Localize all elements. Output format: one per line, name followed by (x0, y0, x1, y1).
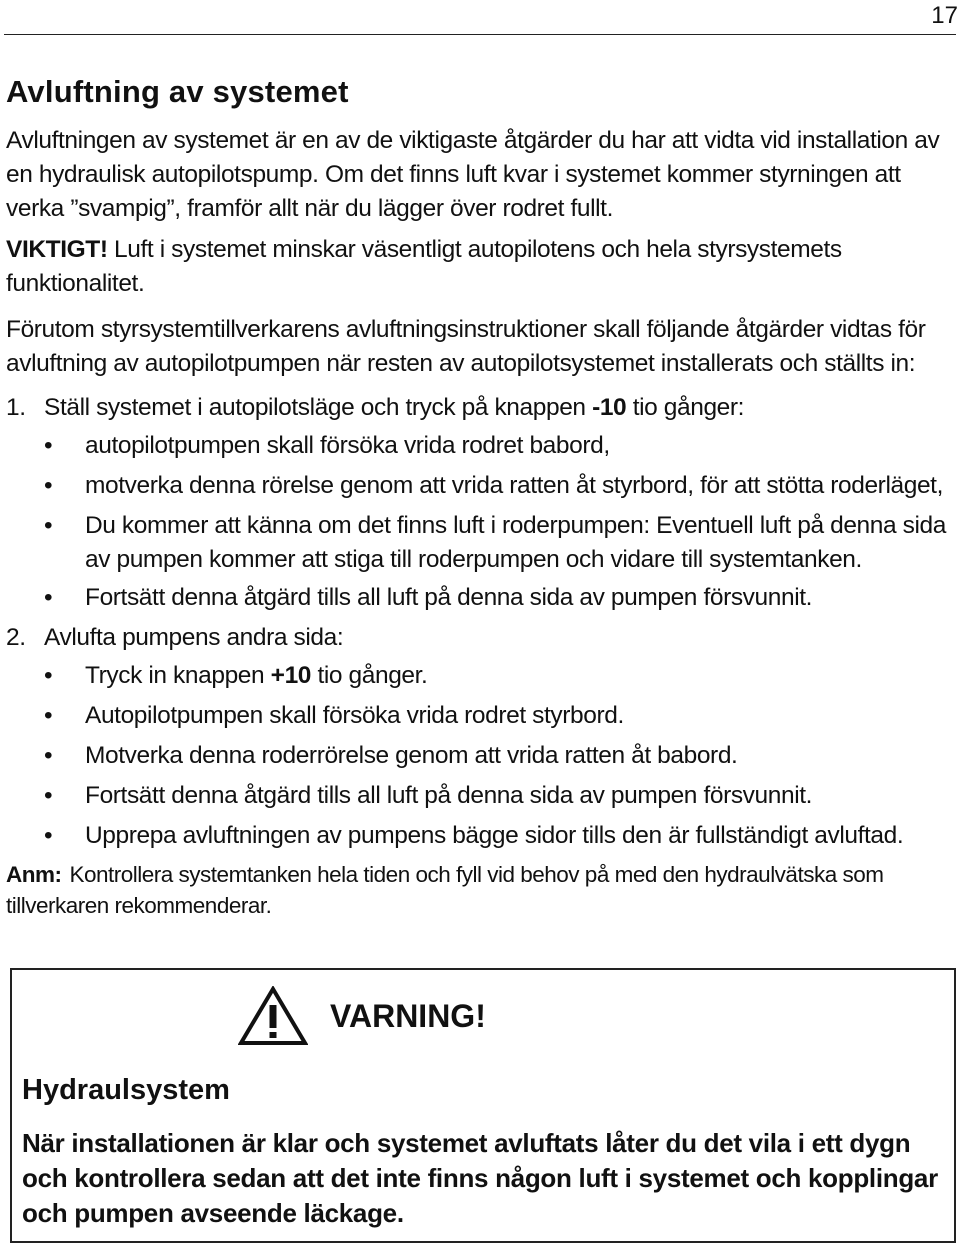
intro-paragraph: Avluftningen av systemet är en av de viktigaste åtgärder du har att vidta vid installation av en hydraulisk autopilotspump. Om det finns luft kvar i systemet kommer styrningen att verka ”svampig”, framför allt när du lägger över rodret fullt. (6, 127, 940, 222)
list-item (6, 739, 954, 773)
bullet-icon: • (44, 472, 53, 499)
list-item (6, 509, 954, 577)
list-item-text: Du kommer att känna om det finns luft i roderpumpen: Eventuell luft på denna sida av pumpen kommer att stiga till roderpumpen och vidare till systemtanken. (85, 512, 946, 573)
document-body (6, 74, 954, 921)
key-minus-10: -10 (592, 394, 627, 421)
step-text: Avlufta pumpens andra sida: (44, 624, 344, 651)
list-item-text-after: tio gånger. (311, 662, 428, 689)
list-item-text (85, 659, 427, 693)
list-item-text: Upprepa avluftningen av pumpens bägge sidor tills den är fullständigt avluftad. (85, 822, 904, 849)
step-2 (6, 621, 954, 655)
list-item (6, 819, 954, 853)
bullet-icon: • (44, 584, 53, 611)
list-item (6, 659, 954, 693)
step-text-before: Ställ systemet i autopilotsläge och tryck på knappen (44, 394, 593, 421)
warning-text: När installationen är klar och systemet avluftats låter du det vila i ett dygn och kontrollera sedan att det inte finns någon luft i systemet och kopplingar och pumpen avseende läckage. (22, 1128, 938, 1228)
step-1-bullets (6, 429, 954, 615)
bullet-icon: • (44, 512, 53, 539)
list-item (6, 581, 954, 615)
warning-title: VARNING! (330, 998, 486, 1034)
list-item-text-before: Tryck in knappen (85, 662, 271, 689)
list-item-text: autopilotpumpen skall försöka vrida rodret babord, (85, 432, 610, 459)
note-text: Kontrollera systemtanken hela tiden och fyll vid behov på med den hydraulvätska som tillverkaren rekommenderar. (6, 862, 884, 918)
step-text-after: tio gånger: (626, 394, 745, 421)
list-item-text: Autopilotpumpen skall försöka vrida rodret styrbord. (85, 702, 624, 729)
important-paragraph (6, 233, 954, 301)
procedure-intro: Förutom styrsystemtillverkarens avluftningsinstruktioner skall följande åtgärder vidtas för avluftning av autopilotpumpen när resten av autopilotsystemet installerats och ställts in: (6, 316, 926, 377)
warning-section: Hydraulsystem (22, 1074, 230, 1106)
list-item-text: Fortsätt denna åtgärd tills all luft på denna sida av pumpen försvunnit. (85, 584, 813, 611)
step-text (44, 391, 744, 425)
note-paragraph (6, 859, 954, 921)
step-1 (6, 391, 954, 425)
list-item (6, 699, 954, 733)
page-number: 17 (931, 2, 958, 29)
step-number: 2. (6, 624, 26, 651)
list-item (6, 429, 954, 463)
note-label: Anm: (6, 862, 62, 887)
list-item (6, 469, 954, 503)
important-text: Luft i systemet minskar väsentligt autopilotens och hela styrsystemets funktionalitet. (6, 236, 842, 297)
important-label: VIKTIGT! (6, 236, 108, 263)
bullet-icon: • (44, 742, 53, 769)
top-rule (4, 34, 956, 35)
list-item-text: Motverka denna roderrörelse genom att vrida ratten åt babord. (85, 742, 738, 769)
section-heading: Avluftning av systemet (6, 74, 349, 109)
key-plus-10: +10 (270, 662, 312, 689)
list-item-text: motverka denna rörelse genom att vrida ratten åt styrbord, för att stötta roderläget, (85, 472, 943, 499)
warning-triangle-icon (238, 986, 308, 1046)
bullet-icon: • (44, 432, 53, 459)
step-number: 1. (6, 394, 26, 421)
bullet-icon: • (44, 662, 53, 689)
warning-box (10, 968, 956, 1243)
step-2-bullets (6, 659, 954, 853)
list-item-text: Fortsätt denna åtgärd tills all luft på denna sida av pumpen försvunnit. (85, 782, 813, 809)
list-item (6, 779, 954, 813)
bullet-icon: • (44, 822, 53, 849)
bullet-icon: • (44, 702, 53, 729)
bullet-icon: • (44, 782, 53, 809)
